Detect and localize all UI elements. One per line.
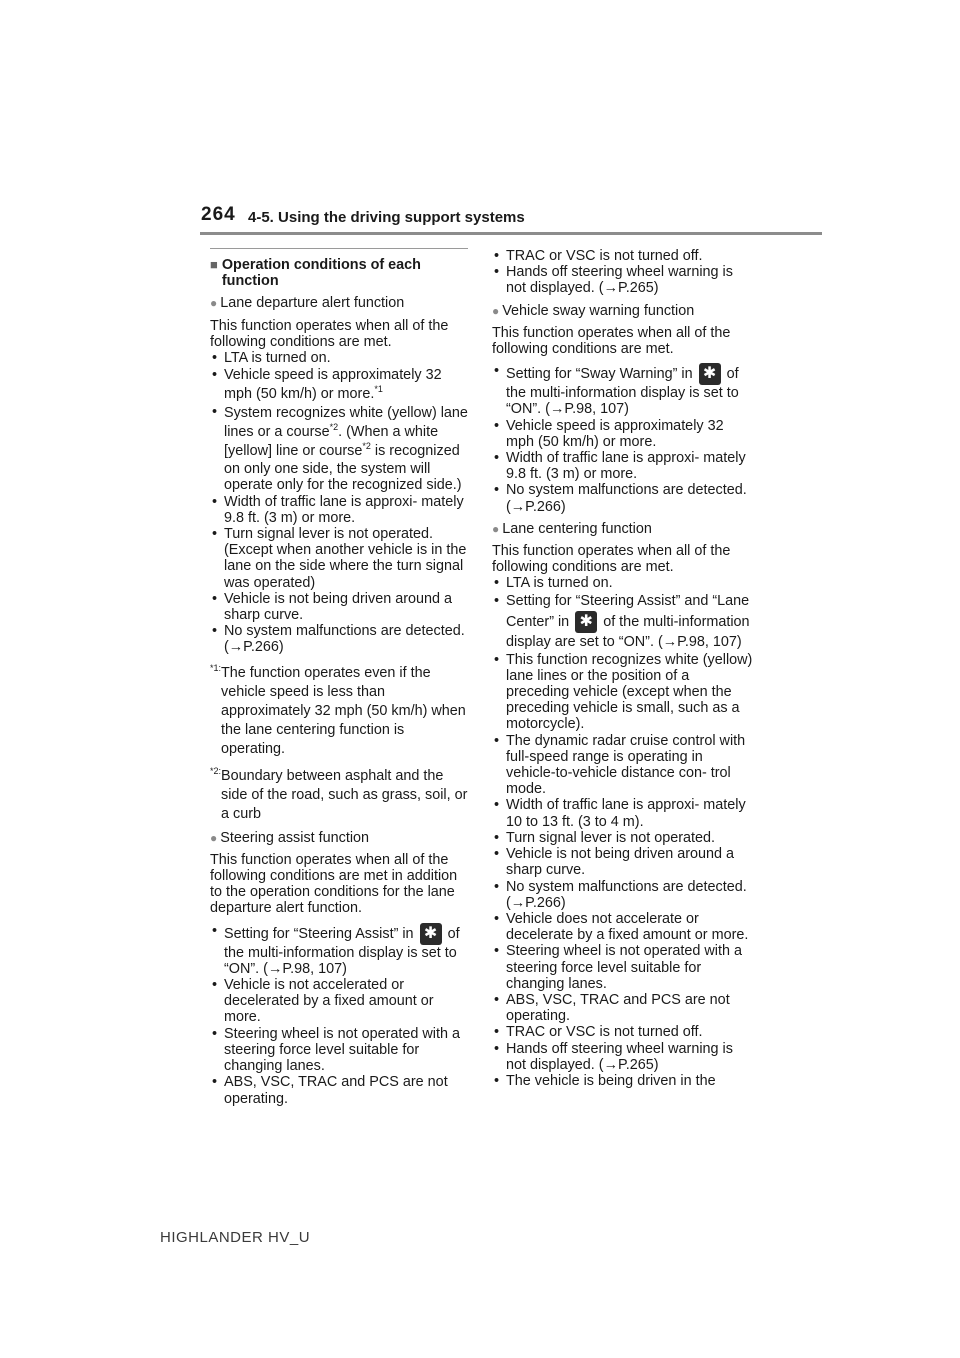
sway-heading: ● Vehicle sway warning function — [492, 302, 695, 319]
list-item: • Steering wheel is not operated with a steering force level suitable for changing lanes. — [210, 1026, 472, 1075]
list-item: • ABS, VSC, TRAC and PCS are not operating. — [492, 992, 754, 1024]
list-item: • The vehicle is being driven in the — [492, 1073, 754, 1089]
list-item: • No system malfunctions are detected. (→P.266) — [492, 879, 754, 911]
list-item: • No system malfunctions are detected. (→P.266) — [492, 482, 754, 514]
list-item: • Width of traffic lane is approxi- mately 9.8 ft. (3 m) or more. — [492, 450, 754, 482]
list-item: • Vehicle is not being driven around a sharp curve. — [210, 591, 472, 623]
circle-bullet-icon: ● — [492, 303, 500, 318]
steering-heading: ● Steering assist function — [210, 829, 370, 846]
lda-intro: This function operates when all of the following conditions are met. — [210, 317, 449, 350]
list-item: • Setting for “Sway Warning” in ✱ of the multi-information display is set to “ON”. (→P.98, 107) — [492, 363, 754, 417]
steering-intro: This function operates when all of the following conditions are met in addition to the operation conditions for the lane departure alert function. — [210, 851, 458, 917]
list-item: • Width of traffic lane is approxi- mately 10 to 13 ft. (3 to 4 m). — [492, 797, 754, 829]
continued-conditions — [492, 248, 754, 297]
list-item: • ABS, VSC, TRAC and PCS are not operating. — [210, 1074, 472, 1106]
settings-gear-icon — [575, 611, 597, 633]
list-item: • LTA is turned on. — [492, 575, 754, 591]
sway-conditions — [492, 363, 754, 515]
list-item: • Width of traffic lane is approxi- mately 9.8 ft. (3 m) or more. — [210, 494, 472, 526]
square-bullet-icon: ■ — [210, 257, 218, 272]
list-item: • Steering wheel is not operated with a steering force level suitable for changing lanes. — [492, 943, 754, 992]
footnote-1 — [210, 664, 472, 759]
list-item: • No system malfunctions are detected. (→P.266) — [210, 623, 472, 655]
list-item: • LTA is turned on. — [210, 350, 472, 366]
list-item: • This function recognizes white (yellow) lane lines or the position of a preceding vehicle (except when the preceding vehicle is small, such as a motorcycle). — [492, 652, 754, 733]
list-item: • Turn signal lever is not operated. — [492, 830, 754, 846]
list-item: • Setting for “Steering Assist” in ✱ of the multi-information display is set to “ON”. (→P.98, 107) — [210, 923, 472, 977]
settings-gear-icon — [420, 923, 442, 945]
section-heading — [210, 257, 472, 289]
steering-conditions — [210, 923, 472, 1107]
circle-bullet-icon: ● — [492, 521, 500, 536]
list-item: • TRAC or VSC is not turned off. — [492, 248, 754, 264]
lda-heading: ● Lane departure alert function — [210, 295, 405, 312]
footnote-2 — [210, 767, 472, 824]
footnote-text: The function operates even if the vehicle speed is less than approximately 32 mph (50 km/h) when the lane centering function is operating. — [221, 664, 466, 757]
list-item: • TRAC or VSC is not turned off. — [492, 1024, 754, 1040]
lda-conditions — [210, 350, 472, 656]
list-item: • Vehicle is not being driven around a sharp curve. — [492, 846, 754, 878]
footnote-mark: *2: — [210, 765, 222, 776]
left-column — [210, 248, 472, 1107]
list-item: • Vehicle is not accelerated or decelerated by a fixed amount or more. — [210, 977, 472, 1026]
list-item: • Hands off steering wheel warning is not displayed. (→P.265) — [492, 1041, 754, 1073]
list-item: • Vehicle speed is approximately 32 mph (50 km/h) or more.$^{*1}$ — [210, 366, 472, 404]
settings-gear-icon — [699, 363, 721, 385]
footnote-text: Boundary between asphalt and the side of the road, such as grass, soil, or a curb — [221, 767, 468, 822]
footer-model: HIGHLANDER HV_U — [160, 1229, 311, 1246]
list-item: • Vehicle speed is approximately 32 mph (50 km/h) or more. — [492, 418, 754, 450]
list-item: • Vehicle does not accelerate or decelerate by a fixed amount or more. — [492, 911, 754, 943]
list-item: • System recognizes white (yellow) lane lines or a course$^{*2}$. (When a white [yellow] line or course$^{*2}$ is recognized on only one side, the system will operate only for the recognized side.) — [210, 404, 472, 493]
centering-intro: This function operates when all of the following conditions are met. — [492, 543, 731, 576]
centering-heading: ● Lane centering function — [492, 520, 652, 537]
section-divider — [210, 248, 468, 249]
list-item: • The dynamic radar cruise control with full-speed range is operating in vehicle-to-vehicle distance con- trol mode. — [492, 733, 754, 798]
section-title: Operation conditions of each function — [221, 257, 421, 290]
chapter-title: 4-5. Using the driving support systems — [248, 209, 525, 226]
header-divider — [200, 232, 822, 235]
circle-bullet-icon: ● — [210, 296, 218, 311]
sway-intro: This function operates when all of the following conditions are met. — [492, 324, 731, 358]
footnote-mark: *1: — [210, 662, 222, 673]
page-number: 264 — [201, 204, 236, 225]
list-item: • Hands off steering wheel warning is not displayed. (→P.265) — [492, 264, 754, 296]
list-item: • Turn signal lever is not operated. (Except when another vehicle is in the lane on the side where the turn signal was operated) — [210, 526, 472, 591]
list-item: • Setting for “Steering Assist” and “Lane Center” in ✱ of the multi-information display are set to “ON”. (→P.98, 107) — [492, 592, 754, 652]
circle-bullet-icon: ● — [210, 830, 218, 845]
centering-conditions — [492, 575, 754, 1089]
page-header — [0, 0, 960, 240]
right-column — [492, 248, 754, 1089]
